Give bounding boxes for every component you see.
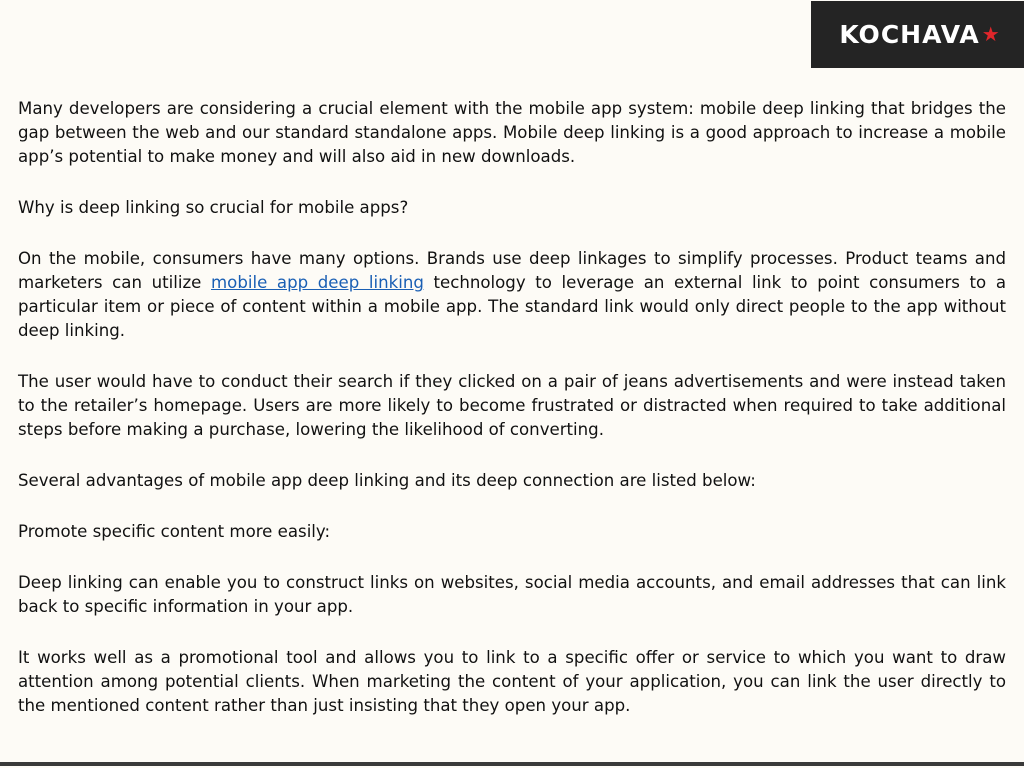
paragraph-advantages: Several advantages of mobile app deep linking and its deep connection are listed below: [18,471,756,490]
logo-text: KOCHAVA [839,20,980,49]
paragraph-promotional-tool: It works well as a promotional tool and allows you to link to a specific offer or service to which you want to draw attention among potential clients. When marketing the content of your application, you can link the user directly to the mentioned content rather than just insisting that they open your app. [18,648,1006,715]
deep-linking-link[interactable]: mobile app deep linking [211,273,424,292]
kochava-logo [811,1,1024,68]
paragraph-user-search: The user would have to conduct their search if they clicked on a pair of jeans advertisements and were instead taken to the retailer’s homepage. Users are more likely to become frustrated or distracted when required to take additional steps before making a purchase, lowering the likelihood of converting. [18,372,1006,439]
article-body [18,97,1006,745]
bottom-divider [0,762,1024,766]
paragraph-promote-heading: Promote specific content more easily: [18,522,331,541]
paragraph-options-text-end: technology to leverage an external link to point consumers to a particular item or piece of content within a mobile app. The standard link would only direct people to the app without deep linking. [18,273,1006,340]
star-icon: ★ [981,21,1000,46]
paragraph-options-text-start: On the mobile, consumers have many options. Brands use deep linkages to simplify processes. Product teams and marketers can utilize [18,249,1006,292]
paragraph-options [18,247,1006,343]
paragraph-question: Why is deep linking so crucial for mobile apps? [18,198,409,217]
paragraph-construct-links: Deep linking can enable you to construct links on websites, social media accounts, and email addresses that can link back to specific information in your app. [18,573,1006,616]
paragraph-intro: Many developers are considering a crucial element with the mobile app system: mobile deep linking that bridges the gap between the web and our standard standalone apps. Mobile deep linking is a good approach to increase a mobile app’s potential to make money and will also aid in new downloads. [18,99,1006,166]
